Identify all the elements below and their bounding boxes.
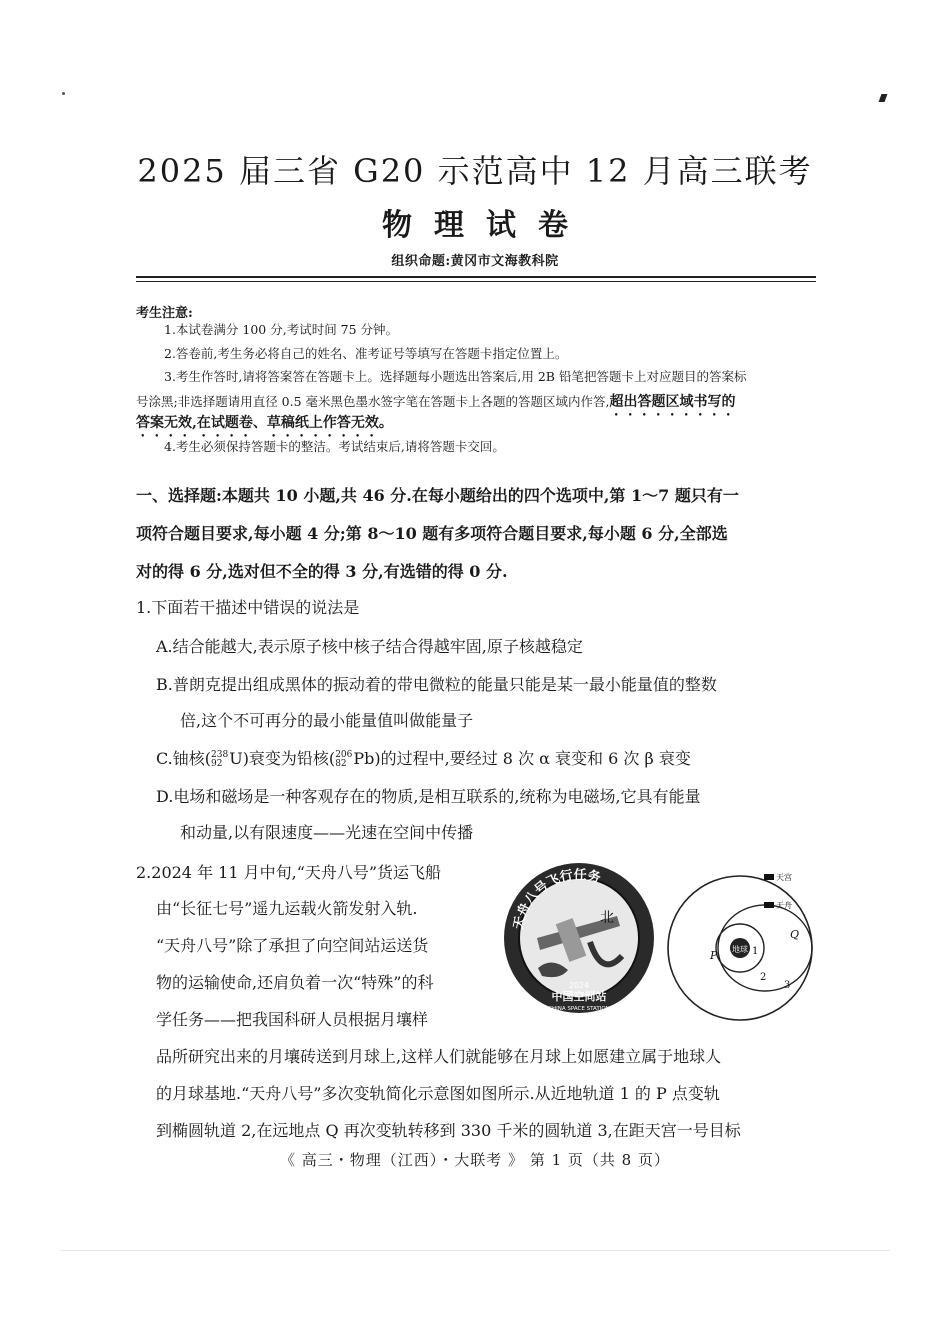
corner-mark (879, 94, 888, 102)
organizer: 组织命题:黄冈市文海教科院 (391, 254, 559, 269)
exam-title: 2025 届三省 G20 示范高中 12 月高三联考 (137, 152, 813, 190)
header-rule-thick (136, 276, 816, 278)
uranium-mass: 238 (211, 749, 229, 760)
section-intro-1: 一、选择题:本题共 10 小题,共 46 分.在每小题给出的四个选项中,第 1～7 题只有一 (136, 486, 739, 505)
q2-line-3: “天舟八号”除了承担了向空间站运送货 (156, 936, 429, 955)
scan-dot (62, 92, 65, 95)
q1-option-b: B.普朗克提出组成黑体的振动着的带电微粒的能量只能是某一最小能量值的整数 (156, 675, 717, 694)
header-rule-thin (136, 281, 816, 282)
q1-option-c-pre: C.铀核( (156, 749, 212, 768)
lead-mass: 206 (335, 749, 353, 760)
note-3-cont-text: 号涂黑;非选择题请用直径 0.5 毫米黑色墨水签字笔在答题卡上各题的答题区域内作答, (136, 394, 610, 409)
mission-badge (502, 858, 656, 1018)
q2-line-1: 2.2024 年 11 月中旬,“天舟八号”货运飞船 (136, 863, 442, 882)
note-3-emphasis: 超出答题区域书写的 (609, 394, 736, 410)
q2-line-7: 的月球基地.“天舟八号”多次变轨简化示意图如图所示.从近地轨道 1 的 P 点变轨 (156, 1084, 720, 1103)
lead-isotope (335, 751, 352, 769)
q2-line-4: 物的运输使命,还肩负着一次“特殊”的科 (156, 973, 434, 992)
section-intro-3: 对的得 6 分,选对但不全的得 3 分,有选错的得 0 分. (136, 562, 508, 581)
q1-option-c-mid: U)衰变为铅核( (229, 749, 336, 768)
uranium-isotope (211, 751, 228, 769)
logo-mark-icon: 北 (600, 910, 614, 926)
orbit-2-label: 2 (760, 972, 767, 983)
tianzhou-icon (764, 902, 774, 908)
exam-subtitle: 物理试卷 (382, 208, 590, 243)
note-4: 4.考生必须保持答题卡的整洁。考试结束后,请将答题卡交回。 (164, 439, 505, 454)
badge-station-en: CHINA SPACE STATION (548, 1006, 610, 1012)
point-p-label: P (710, 949, 718, 962)
q1-option-b-cont: 倍,这个不可再分的最小能量值叫做能量子 (180, 711, 474, 730)
tianzhou-label: 天舟 (776, 901, 792, 910)
q2-line-5: 学任务——把我国科研人员根据月壤样 (156, 1010, 429, 1029)
q1-option-d-cont: 和动量,以有限速度——光速在空间中传播 (180, 823, 474, 842)
tiangong-label: 天宫 (776, 873, 792, 882)
q1-option-c (156, 748, 691, 770)
note-3-emphasis-end: 答案无效,在试题卷、草稿纸上作答无效。 (136, 415, 393, 431)
q1-stem: 1.下面若干描述中错误的说法是 (136, 598, 360, 617)
note-2: 2.答卷前,考生务必将自己的姓名、准考证号等填写在答题卡指定位置上。 (164, 346, 568, 361)
q1-option-d: D.电场和磁场是一种客观存在的物质,是相互联系的,统称为电磁场,它具有能量 (156, 787, 701, 806)
orbit-3-label: 3 (784, 980, 791, 991)
q1-option-a: A.结合能越大,表示原子核中核子结合得越牢固,原子核越稳定 (156, 637, 583, 656)
badge-ring-text: 天舟八号飞行任务 (511, 867, 603, 931)
q1-option-c-post: Pb)的过程中,要经过 8 次 α 衰变和 6 次 β 衰变 (353, 749, 691, 768)
tiangong-icon (764, 874, 774, 880)
page-bottom-line (60, 1250, 890, 1251)
q2-line-6: 品所研究出来的月壤砖送到月球上,这样人们就能够在月球上如愿建立属于地球人 (156, 1047, 722, 1066)
note-1: 1.本试卷满分 100 分,考试时间 75 分钟。 (164, 322, 399, 337)
page-footer: 《 高三・物理（江西）・大联考 》 第 1 页（共 8 页） (280, 1151, 670, 1169)
orbit-1-label: 1 (752, 946, 759, 957)
earth-label: 地球 (732, 945, 748, 954)
section-intro-2: 项符合题目要求,每小题 4 分;第 8～10 题有多项符合题目要求,每小题 6 分,全部选 (136, 524, 728, 543)
point-q-label: Q (790, 928, 800, 941)
badge-station-cn: 中国空间站 (551, 990, 607, 1003)
badge-year: 2024 (568, 981, 590, 990)
q2-line-8: 到椭圆轨道 2,在远地点 Q 再次变轨转移到 330 千米的圆轨道 3,在距天宫一号目标 (156, 1121, 741, 1140)
notes-heading: 考生注意: (136, 306, 193, 321)
orbit-diagram (660, 864, 820, 1024)
lead-number: 82 (335, 758, 347, 769)
uranium-number: 92 (211, 758, 223, 769)
q2-line-2: 由“长征七号”遥九运载火箭发射入轨. (156, 899, 418, 918)
note-3: 3.考生作答时,请将答案答在答题卡上。选择题每小题选出答案后,用 2B 铅笔把答题卡上对应题目的答案标 (164, 369, 747, 384)
